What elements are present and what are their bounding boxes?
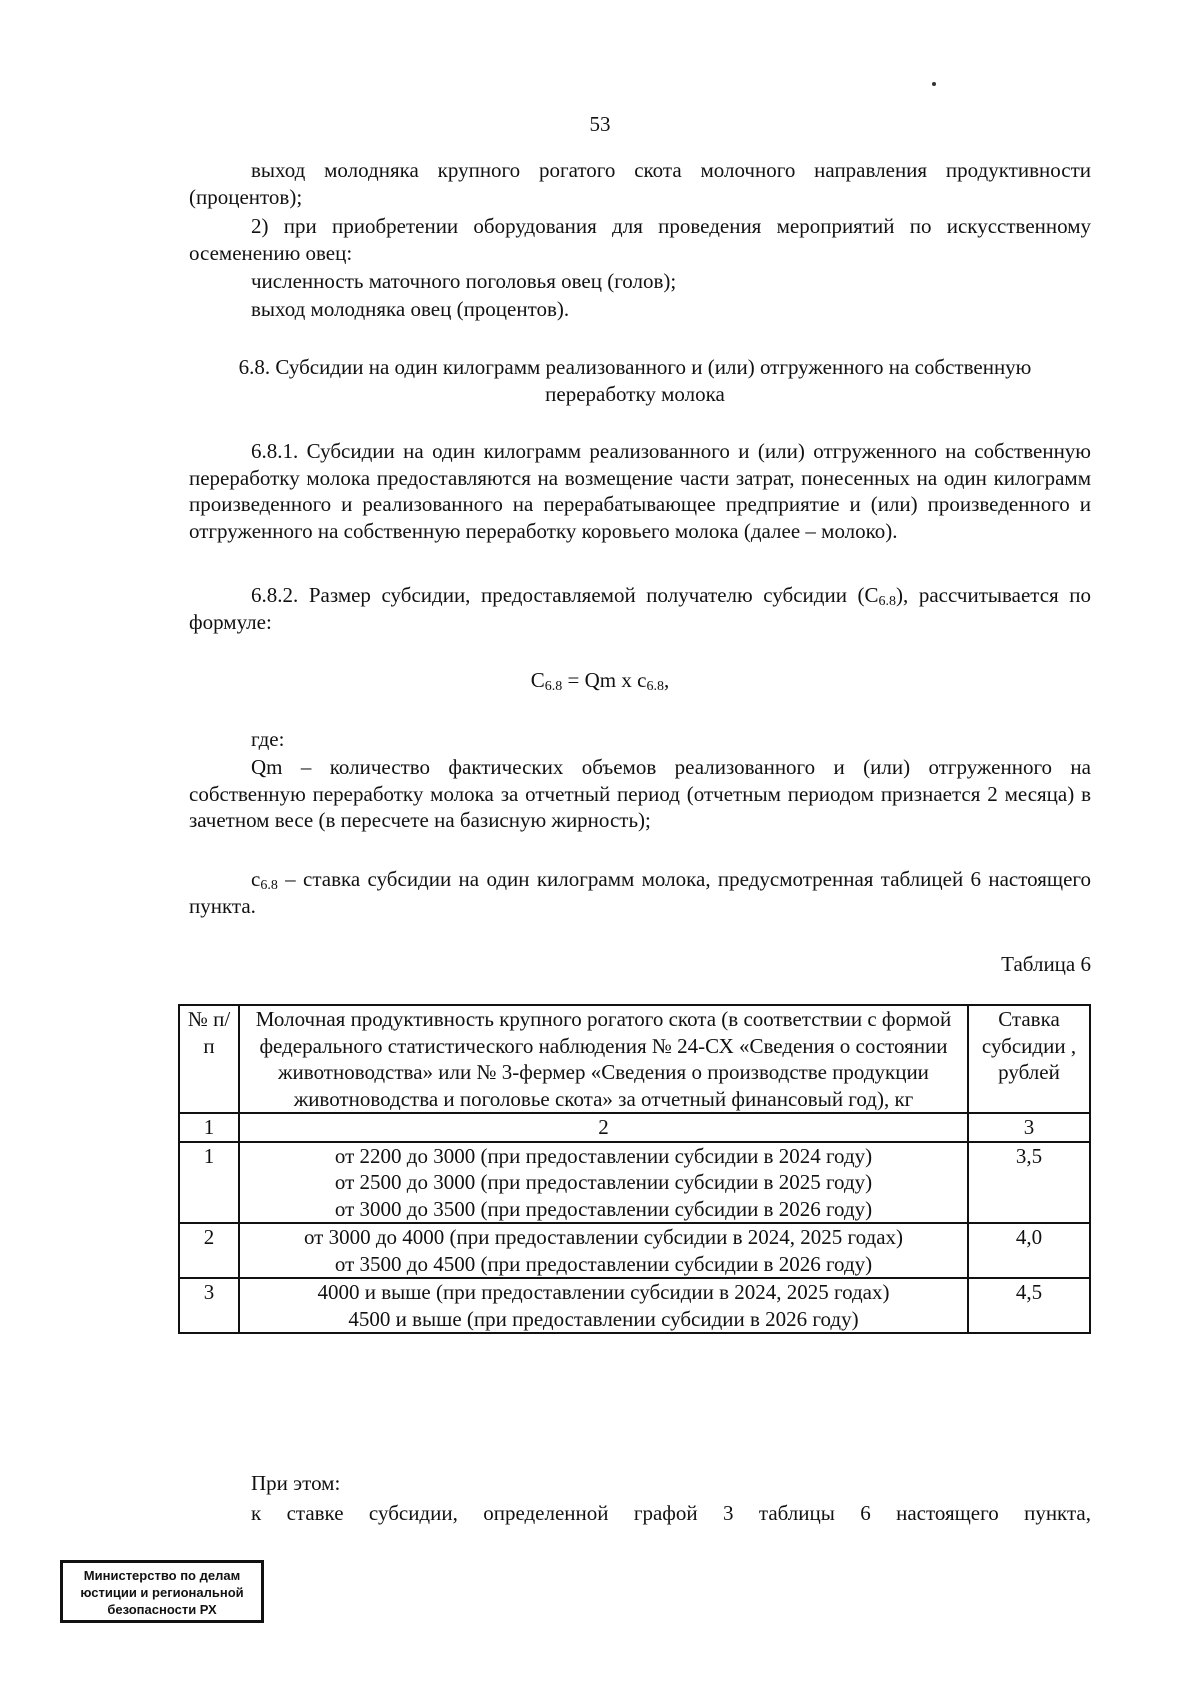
table-row bbox=[179, 1142, 1090, 1224]
formula: $С_{6.8} = Qm$ x $с_{6.8}$, bbox=[530, 668, 670, 694]
stamp-line: юстиции и региональной bbox=[80, 1585, 244, 1600]
subsidy-rate-table bbox=[178, 1004, 1091, 1334]
table-header-row bbox=[179, 1005, 1090, 1113]
row-rate: 4,5 bbox=[968, 1278, 1090, 1333]
paragraph-6-8-2: 6.8.2. Размер субсидии, предоставляемой получателю субсидии $(С_{6.8})$, рассчитывается по формуле: bbox=[189, 583, 1091, 634]
section-heading: 6.8. Субсидии на один килограмм реализованного и (или) отгруженного на собственную переработку молока bbox=[238, 355, 1032, 406]
table-caption: Таблица 6 bbox=[1001, 952, 1091, 976]
row-number: 1 bbox=[179, 1142, 239, 1224]
column-number-1: 1 bbox=[179, 1113, 239, 1142]
c68-definition: $с_{6.8}$ – ставка субсидии на один килограмм молока, предусмотренная таблицей 6 настоящего пункта. bbox=[189, 867, 1091, 918]
column-number-3: 3 bbox=[968, 1113, 1090, 1142]
qm-definition: Qm – количество фактических объемов реализованного и (или) отгруженного на собственную переработку молока за отчетный период (отчетным периодом признается 2 месяца) в зачетном весе (в пересчете на базисную жирность); bbox=[189, 755, 1091, 832]
row-line: 4000 и выше (при предоставлении субсидии в 2024, 2025 годах) bbox=[317, 1280, 890, 1304]
header-rate: Ставка субсидии , рублей bbox=[968, 1005, 1090, 1113]
page-number: 53 bbox=[589, 112, 611, 136]
intro-line-3: численность маточного поголовья овец (голов); bbox=[251, 269, 677, 293]
row-productivity bbox=[239, 1278, 968, 1333]
table-column-number-row bbox=[179, 1113, 1090, 1142]
table-row bbox=[179, 1278, 1090, 1333]
last-line: к ставке субсидии, определенной графой 3 таблицы 6 настоящего пункта, bbox=[251, 1501, 1091, 1525]
row-line: от 2200 до 3000 (при предоставлении субсидии в 2024 году) bbox=[334, 1143, 873, 1168]
row-line: от 3000 до 4000 (при предоставлении субсидии в 2024, 2025 годах) bbox=[303, 1225, 904, 1249]
stamp-line: Министерство по делам bbox=[83, 1568, 241, 1583]
where-label: где: bbox=[251, 727, 285, 751]
row-line: 4500 и выше (при предоставлении субсидии в 2026 году) bbox=[348, 1306, 859, 1331]
intro-line-4: выход молодняка овец (процентов). bbox=[251, 297, 570, 321]
stamp-line: безопасности РХ bbox=[107, 1602, 217, 1617]
column-number-2: 2 bbox=[239, 1113, 968, 1142]
row-rate: 3,5 bbox=[968, 1142, 1090, 1224]
header-number: № п/п bbox=[179, 1005, 239, 1113]
header-productivity: Молочная продуктивность крупного рогатого скота (в соответствии с формой федерального статистического наблюдения № 24-СХ «Сведения о состоянии животноводства» или № 3-фермер «Сведения о производстве продукции животноводства и поголовье скота» за отчетный финансовый год), кг bbox=[239, 1005, 968, 1113]
scan-speck bbox=[932, 82, 936, 86]
row-rate: 4,0 bbox=[968, 1223, 1090, 1278]
row-productivity bbox=[239, 1223, 968, 1278]
ministry-stamp bbox=[60, 1560, 264, 1623]
row-line: от 3000 до 3500 (при предоставлении субсидии в 2026 году) bbox=[334, 1196, 873, 1221]
row-productivity bbox=[239, 1142, 968, 1224]
after-label: При этом: bbox=[251, 1471, 341, 1495]
row-line: от 3500 до 4500 (при предоставлении субсидии в 2026 году) bbox=[334, 1251, 873, 1276]
table-row bbox=[179, 1223, 1090, 1278]
intro-paragraph-2: 2) при приобретении оборудования для проведения мероприятий по искусственному осеменению овец: bbox=[189, 214, 1091, 265]
intro-paragraph-1: выход молодняка крупного рогатого скота молочного направления продуктивности (процентов); bbox=[189, 158, 1091, 209]
row-number: 2 bbox=[179, 1223, 239, 1278]
paragraph-6-8-1: 6.8.1. Субсидии на один килограмм реализованного и (или) отгруженного на собственную переработку молока предоставляются на возмещение части затрат, понесенных на один килограмм произведенного и реализованного на перерабатывающее предприятие и (или) произведенного и отгруженного на собственную переработку коровьего молока (далее – молоко). bbox=[189, 439, 1091, 543]
row-line: от 2500 до 3000 (при предоставлении субсидии в 2025 году) bbox=[334, 1170, 873, 1194]
row-number: 3 bbox=[179, 1278, 239, 1333]
